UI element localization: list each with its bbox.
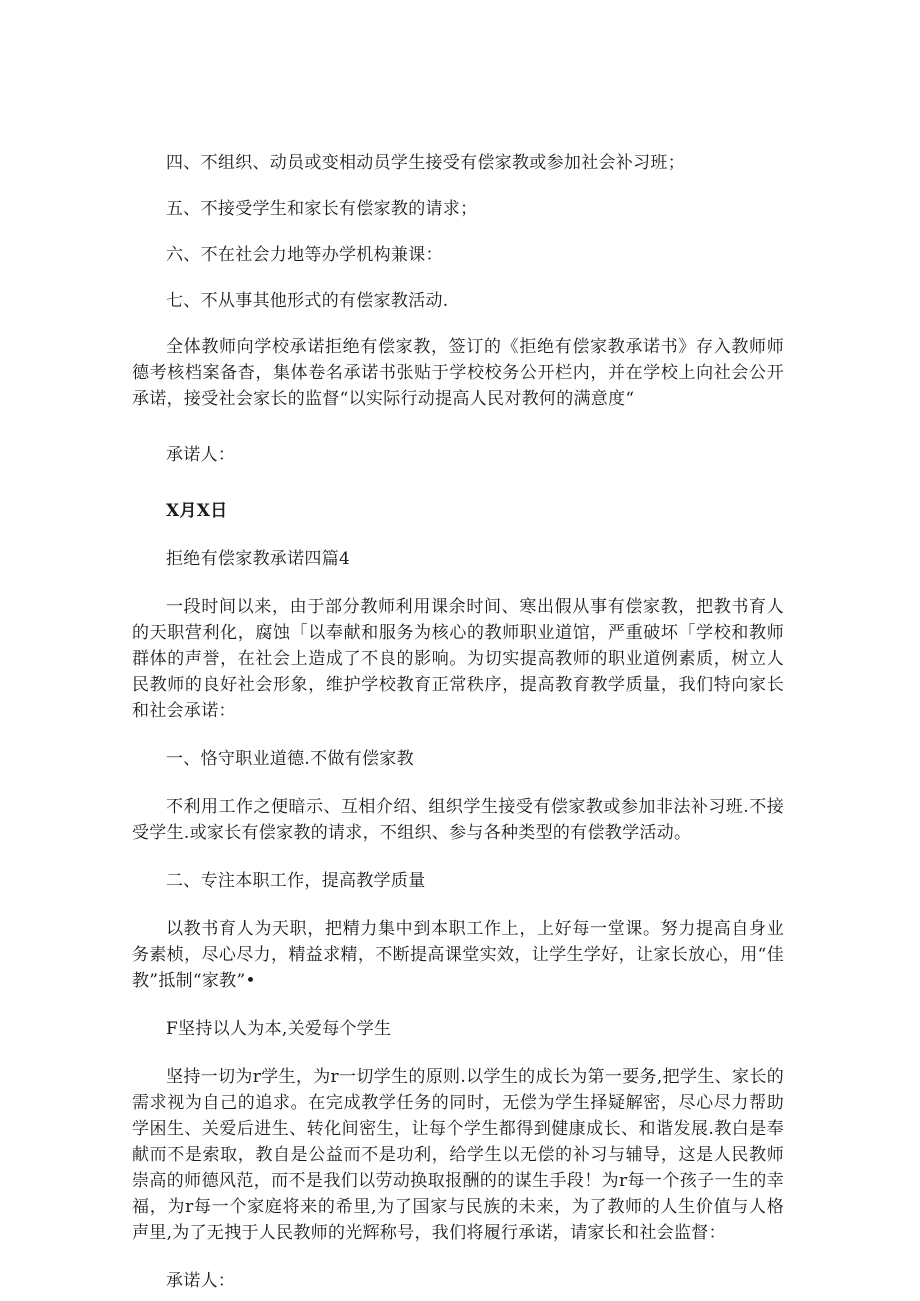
pledge-paragraph: 全体教师向学校承诺拒绝有偿家教，签订的《拒绝有偿家教承诺书》存入教师师德考核档案备杳，集体卷名承诺书张贴于学校校务公开栏内，并在学校上向社会公开承诺，接受社会家长的监督“以实际行动提高人民对教何的满意度“ [132,337,784,409]
clause-seven: 七、不从事其他形式的有偿家教活动. [166,291,449,311]
date-line: X月X日 [166,501,228,521]
clause-four: 四、不组织、动员或变相动员学生接受有偿家教或参加社会补习班； [166,153,685,173]
document-page [132,150,784,1294]
section-heading: 拒绝有偿家教承诺四篇4 [166,549,351,569]
point-three-heading: F坚持以人为本,关爱每个学生 [166,1019,392,1039]
point-one-heading: 一、恪守职业道德.不做有偿家教 [166,749,414,769]
point-two-heading: 二、专注本职工作，提高教学质量 [166,871,426,891]
intro-paragraph: 一段时间以来，由于部分教师利用课余时间、寒出假从事有偿家教，把教书育人的天职营利化，腐蚀「以奉献和服务为核心的教师职业道馆，严重破坏「学校和教师群体的声誉，在社会上造成了不良的影响。为切实提高教师的职业道例素质，树立人民教师的良好社会形象，维护学校教育正常秩序，提高教育教学质量，我们特向家长和社会承诺： [132,597,784,721]
point-two-body: 以教书育人为天职，把精力集中到本职工作上，上好每一堂课。努力提高自身业务素桢，尽心尽力，精益求精，不断提高课堂实效，让学生学好，让家长放心，用“佳教”抵制“家教”• [132,919,784,991]
clause-five: 五、不接受学生和家长有偿家教的请求； [166,199,478,219]
signatory-label: 承诺人： [166,445,236,465]
point-one-body: 不利用工作之便暗示、互相介绍、组织学生接受有偿家教或参加非法补习班.不接受学生.或家长有偿家教的请求，不组织、参与各种类型的有偿教学活动。 [132,797,784,843]
point-three-body: 坚持一切为r学生，为r一切学生的原则.以学生的成长为第一要务,把学生、家长的需求视为自己的追求。在完成教学任务的同时，无偿为学生择疑解密，尽心尽力帮助学困生、关爱后进生、转化间密生，让每个学生都得到健康成长、和谐发展.教白是奉献而不是索取，教自是公益而不是功利，给学生以无偿的补习与辅导，这是人民教师崇高的师德风范，而不是我们以劳动换取报酬的的谋生手段！为r每一个孩子一生的幸福，为r每一个家庭将来的希里,为了国家与民族的未来，为了教师的人生价值与人格声里,为了无拽于人民教师的光辉称号，我们将履行承诺，请家长和社会监督： [132,1067,784,1243]
closing-signatory-label: 承诺人： [166,1271,236,1291]
clause-six: 六、不在社会力地等办学机构兼课： [166,245,443,265]
